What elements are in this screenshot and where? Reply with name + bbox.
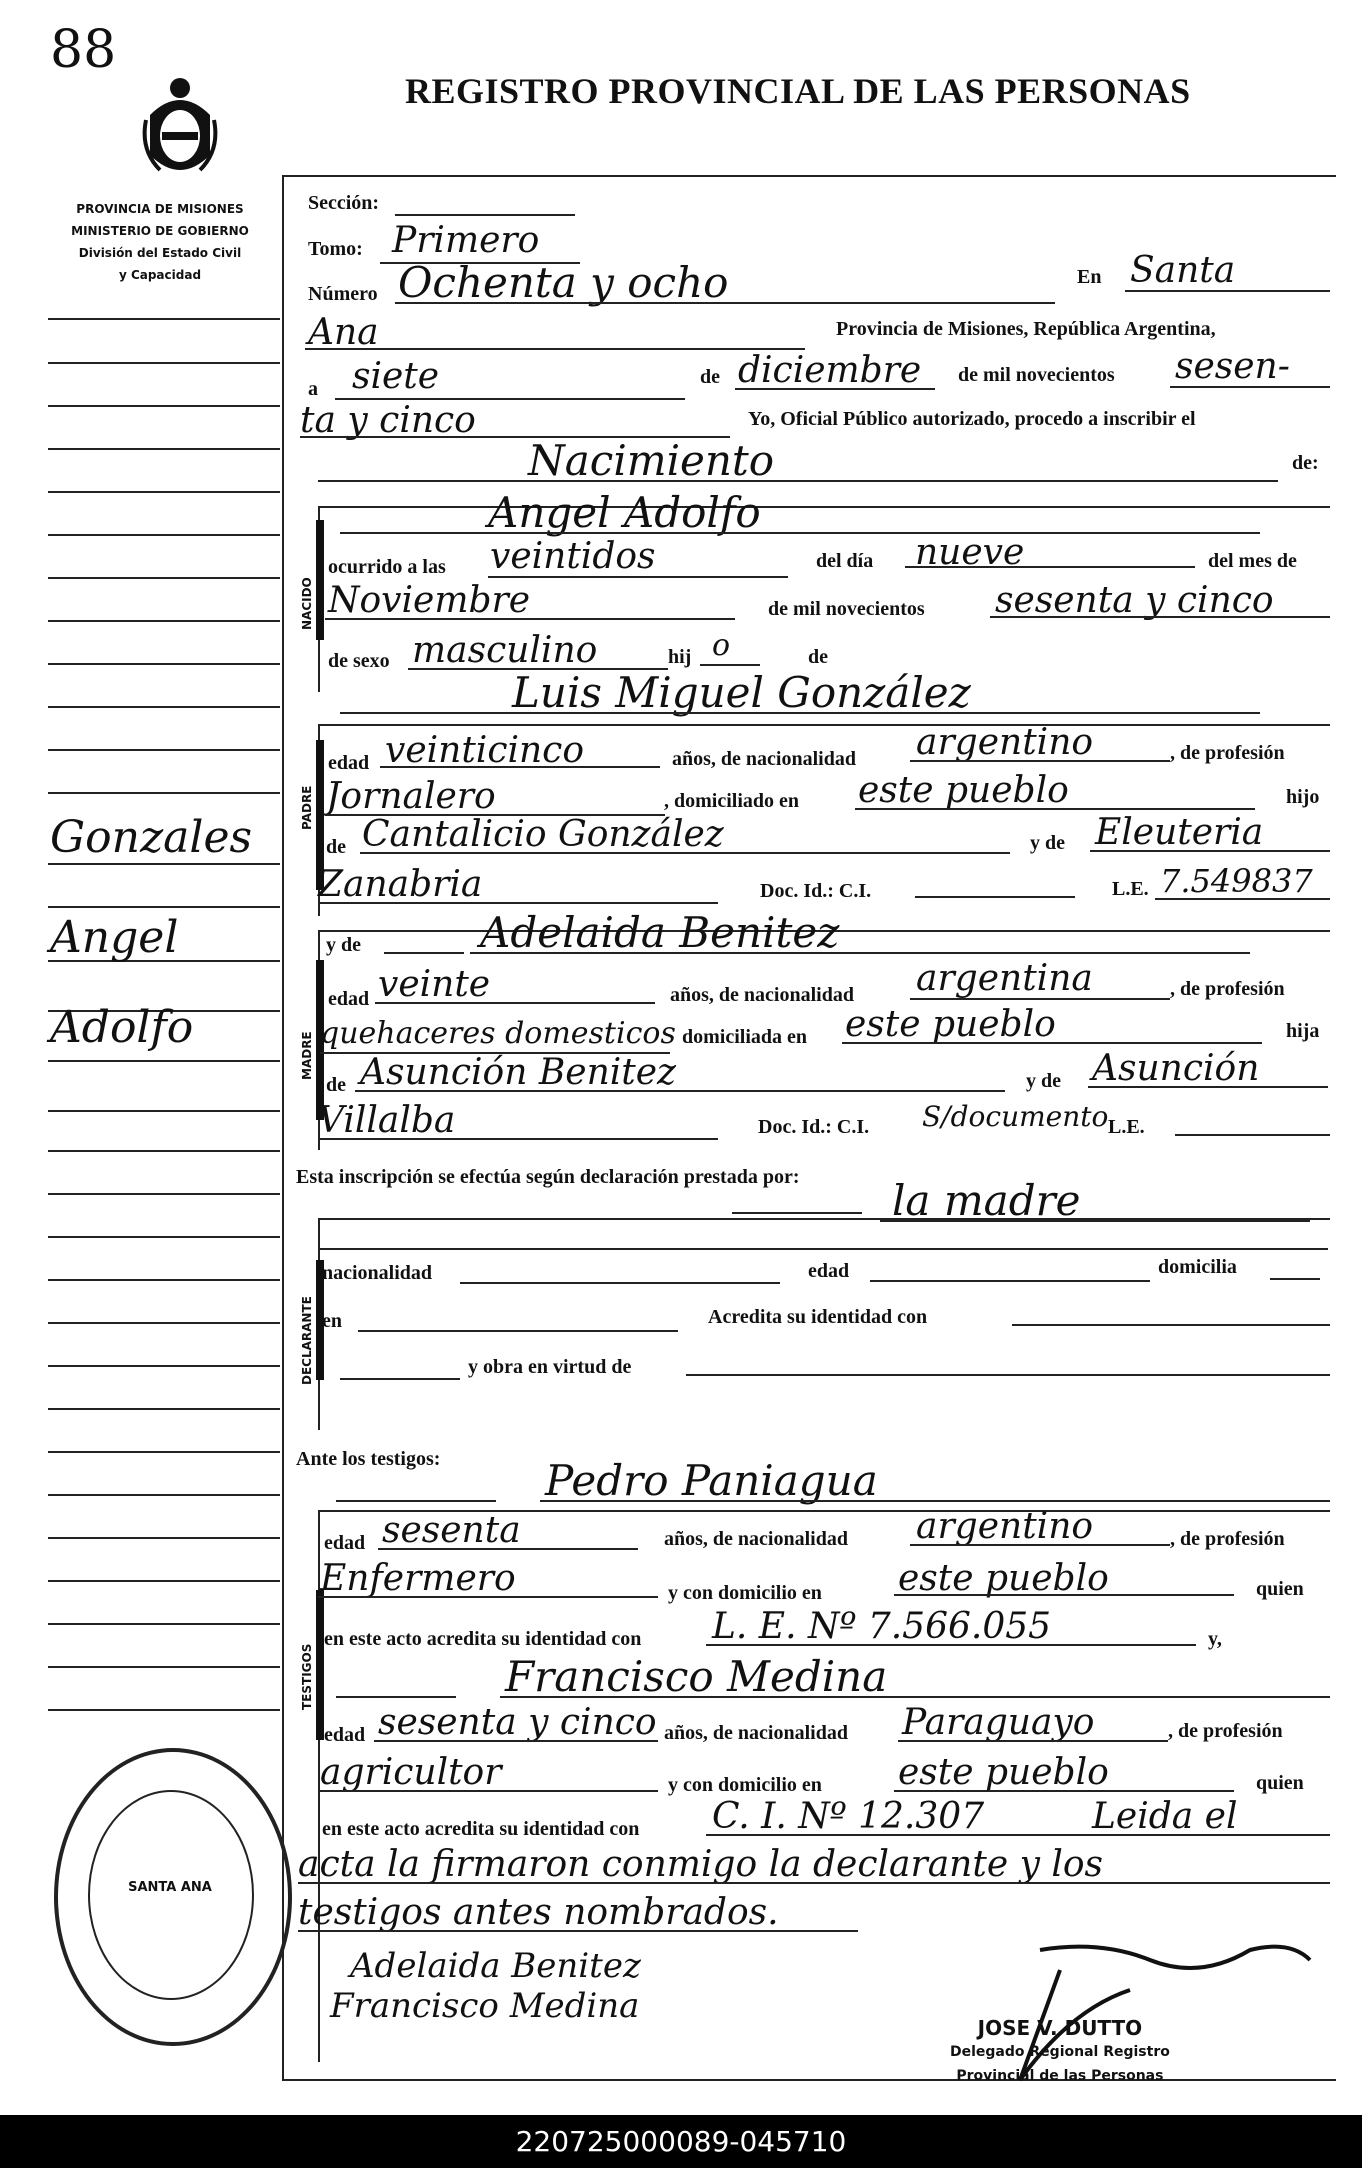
birth-day-value: nueve — [915, 532, 1025, 573]
padre-profesion-label: , de profesión — [1170, 742, 1285, 764]
sexo-value: masculino — [412, 630, 598, 671]
page-number: 88 — [50, 20, 117, 80]
father-le-value: 7.549837 — [1160, 862, 1313, 900]
hij-label: hij — [668, 646, 692, 668]
hij-value: o — [712, 628, 731, 663]
t1-y-label: y, — [1208, 1628, 1222, 1650]
de-label: de — [808, 646, 828, 668]
official-block — [950, 2016, 1170, 2088]
acredita-label: Acredita su identidad con — [708, 1306, 928, 1328]
official-name: JOSE V. DUTTO — [977, 2016, 1143, 2040]
official-seal-inner — [88, 1790, 254, 2000]
nacido-bar — [316, 520, 324, 640]
en-label: En — [1077, 266, 1102, 288]
witness-2-nationality: Paraguayo — [902, 1702, 1095, 1743]
madre-y-de-label: y de — [326, 934, 361, 956]
closing-text-3: testigos antes nombrados. — [298, 1892, 779, 1933]
witness-2-profession: agricultor — [320, 1752, 502, 1793]
day-value: siete — [352, 356, 440, 397]
t2-acredita-label: en este acto acredita su identidad con — [322, 1818, 640, 1840]
padre-doc-label: Doc. Id.: C.I. — [760, 880, 872, 902]
official-title-1: Delegado Regional Registro — [950, 2044, 1170, 2060]
issuer-line-1: PROVINCIA DE MISIONES — [76, 202, 244, 216]
testigos-intro: Ante los testigos: — [296, 1448, 441, 1470]
t2-nacionalidad-label: años, de nacionalidad — [664, 1722, 848, 1744]
birth-year-value: sesenta y cinco — [995, 580, 1274, 621]
declarante-nacionalidad-label: nacionalidad — [322, 1262, 433, 1284]
padre-nacionalidad-label: años, de nacionalidad — [672, 748, 856, 770]
place-value-1: Santa — [1130, 250, 1236, 291]
madre-edad-label: edad — [328, 988, 370, 1010]
year-text: de mil novecientos — [958, 364, 1115, 386]
margin-middle-name: Adolfo — [50, 1002, 194, 1053]
madre-le-label: L.E. — [1108, 1116, 1145, 1138]
t2-profesion-label: , de profesión — [1168, 1720, 1283, 1742]
numero-label: Número — [308, 283, 378, 305]
padre-edad-label: edad — [328, 752, 370, 774]
mother-father-value: Asunción Benitez — [360, 1052, 677, 1093]
testigos-label: TESTIGOS — [300, 1643, 314, 1710]
father-profession-value: Jornalero — [326, 776, 496, 817]
tomo-value: Primero — [392, 220, 540, 261]
t1-acredita-label: en este acto acredita su identidad con — [324, 1628, 642, 1650]
mother-age-value: veinte — [378, 964, 491, 1005]
mother-name: Adelaida Benitez — [480, 908, 840, 957]
declarante-label: DECLARANTE — [300, 1296, 314, 1385]
declarante-edad-label: edad — [808, 1260, 850, 1282]
mother-doc-value: S/documento — [922, 1100, 1109, 1133]
year-value-2: ta y cinco — [300, 400, 476, 441]
father-age-value: veinticinco — [385, 730, 585, 771]
numero-value: Ochenta y ocho — [398, 258, 729, 307]
page-title: REGISTRO PROVINCIAL DE LAS PERSONAS — [405, 71, 1191, 111]
closing-text-2: acta la firmaron conmigo la declarante y los — [298, 1844, 1104, 1885]
province-text: Provincia de Misiones, República Argentina, — [836, 318, 1216, 340]
father-name: Luis Miguel González — [512, 668, 971, 717]
coat-of-arms-icon — [140, 70, 220, 190]
father-address-value: este pueblo — [858, 770, 1069, 811]
margin-first-name: Angel — [50, 912, 179, 963]
ocurrido-label: ocurrido a las — [328, 556, 446, 578]
t1-edad-label: edad — [324, 1532, 366, 1554]
padre-le-label: L.E. — [1112, 878, 1149, 900]
de-label: de — [700, 366, 720, 388]
nacido-label: NACIDO — [300, 577, 314, 630]
document-id-footer: 220725000089-045710 — [0, 2115, 1362, 2168]
father-mother-value-2: Zanabria — [318, 864, 483, 905]
oficial-text: Yo, Oficial Público autorizado, procedo a inscribir el — [748, 408, 1196, 430]
witness-2-age: sesenta y cinco — [378, 1702, 657, 1743]
seal-text: SANTA ANA — [128, 1880, 212, 1895]
witness-1-name: Pedro Paniagua — [545, 1456, 878, 1505]
birth-hour-value: veintidos — [490, 536, 656, 577]
issuer-line-3: División del Estado Civil — [78, 246, 242, 260]
de-mil-label: de mil novecientos — [768, 598, 925, 620]
padre-de-label: de — [326, 836, 346, 858]
issuer-line-4: y Capacidad — [118, 268, 202, 282]
madre-nacionalidad-label: años, de nacionalidad — [670, 984, 854, 1006]
witness-1-profession: Enfermero — [320, 1558, 516, 1599]
father-mother-value-1: Eleuteria — [1095, 812, 1264, 853]
mother-profession-value: quehaceres domesticos — [320, 1016, 676, 1051]
domiciliado-label: , domiciliado en — [664, 790, 800, 812]
birth-month-value: Noviembre — [328, 580, 531, 621]
declarante-en-label: en — [322, 1310, 342, 1332]
hijo-label: hijo — [1286, 786, 1320, 808]
year-value-1: sesen- — [1175, 346, 1290, 387]
del-dia-label: del día — [816, 550, 874, 572]
official-title-2: Provincial de las Personas — [956, 2068, 1164, 2084]
hija-label: hija — [1286, 1020, 1320, 1042]
mother-nationality-value: argentina — [916, 958, 1093, 999]
t1-profesion-label: , de profesión — [1170, 1528, 1285, 1550]
mother-mother-value-2: Villalba — [318, 1100, 456, 1141]
madre-y-de2-label: y de — [1026, 1070, 1061, 1092]
madre-de-label: de — [326, 1074, 346, 1096]
issuer-header — [20, 198, 300, 286]
madre-profesion-label: , de profesión — [1170, 978, 1285, 1000]
t1-nacionalidad-label: años, de nacionalidad — [664, 1528, 848, 1550]
obra-label: y obra en virtud de — [468, 1356, 632, 1378]
witness-2-document: C. I. Nº 12.307 — [712, 1796, 985, 1837]
mother-mother-value-1: Asunción — [1092, 1048, 1260, 1089]
de-colon-label: de: — [1292, 452, 1319, 474]
padre-y-de-label: y de — [1030, 832, 1065, 854]
seccion-label: Sección: — [308, 192, 380, 214]
padre-label: PADRE — [300, 785, 314, 830]
domiciliada-label: domiciliada en — [682, 1026, 808, 1048]
signature-witness: Francisco Medina — [330, 1986, 640, 2026]
issuer-line-2: MINISTERIO DE GOBIERNO — [71, 224, 249, 238]
closing-text-1: Leida el — [1092, 1796, 1238, 1837]
declarante-intro: Esta inscripción se efectúa según declaración prestada por: — [296, 1166, 800, 1188]
t2-edad-label: edad — [324, 1724, 366, 1746]
act-type-value: Nacimiento — [528, 436, 775, 485]
mother-address-value: este pueblo — [845, 1004, 1056, 1045]
t1-domicilio-label: y con domicilio en — [668, 1582, 822, 1604]
sexo-label: de sexo — [328, 650, 390, 672]
witness-1-address: este pueblo — [898, 1558, 1109, 1599]
signature-declarante: Adelaida Benitez — [350, 1946, 641, 1986]
place-value-2: Ana — [308, 312, 379, 353]
madre-label: MADRE — [300, 1031, 314, 1080]
a-label: a — [308, 378, 318, 400]
del-mes-label: del mes de — [1208, 550, 1297, 572]
declarante-value: la madre — [892, 1176, 1081, 1225]
month-value: diciembre — [738, 350, 922, 391]
t2-quien-label: quien — [1256, 1772, 1304, 1794]
testigos-bar — [316, 1590, 324, 1740]
witness-1-document: L. E. Nº 7.566.055 — [712, 1606, 1052, 1647]
witness-1-age: sesenta — [382, 1510, 521, 1551]
father-father-value: Cantalicio González — [362, 814, 724, 855]
father-nationality-value: argentino — [916, 722, 1094, 763]
t2-domicilio-label: y con domicilio en — [668, 1774, 822, 1796]
witness-2-address: este pueblo — [898, 1752, 1109, 1793]
child-name: Angel Adolfo — [488, 488, 761, 537]
declarante-domicilio-label: domicilia — [1158, 1256, 1237, 1278]
tomo-label: Tomo: — [308, 238, 363, 260]
witness-2-name: Francisco Medina — [505, 1652, 888, 1701]
witness-1-nationality: argentino — [916, 1506, 1094, 1547]
margin-surname: Gonzales — [50, 812, 253, 863]
t1-quien-label: quien — [1256, 1578, 1304, 1600]
madre-doc-label: Doc. Id.: C.I. — [758, 1116, 870, 1138]
